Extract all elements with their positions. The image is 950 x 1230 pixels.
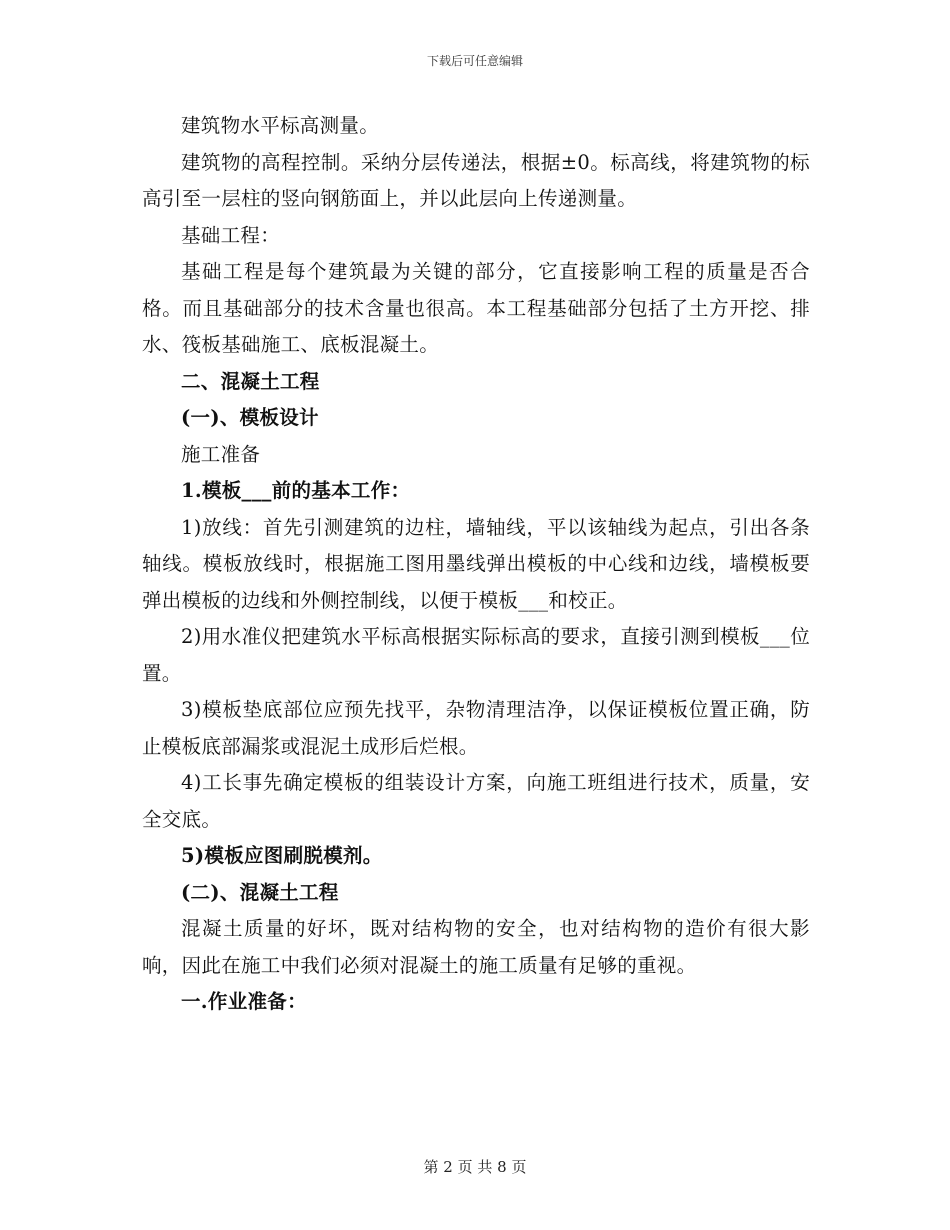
page-footer: 第 2 页 共 8 页 [423,1158,527,1176]
section-heading: 二、混凝土工程 [181,369,320,393]
paragraph: 基础工程： [181,223,281,247]
list-item: 2)用水准仪把建筑水平标高根据实际标高的要求，直接引测到模板___位置。 [142,625,810,685]
paragraph: 建筑物水平标高测量。 [181,114,380,137]
numbered-heading: 一.作业准备： [181,990,307,1013]
paragraph: 基础工程是每个建筑最为关键的部分，它直接影响工程的质量是否合格。而且基础部分的技术含量也很高。本工程基础部分包括了土方开挖、排水、筏板基础施工、底板混凝土。 [142,260,810,356]
list-item: 1)放线：首先引测建筑的边柱，墙轴线，平以该轴线为起点，引出各条轴线。模板放线时，根据施工图用墨线弹出模板的中心线和边线，墙模板要弹出模板的边线和外侧控制线，以便于模板___和校正。 [142,515,810,612]
paragraph: 混凝土质量的好坏，既对结构物的安全，也对结构物的造价有很大影响，因此在施工中我们必须对混凝土的施工质量有足够的重视。 [142,917,810,977]
list-item: 3)模板垫底部位应预先找平，杂物清理洁净，以保证模板位置正确，防止模板底部漏浆或混泥土成形后烂根。 [142,698,810,758]
list-item: 5)模板应图刷脱模剂。 [181,844,383,867]
numbered-heading: 1.模板___前的基本工作： [181,479,411,502]
paragraph: 施工准备 [181,442,261,466]
document-body [142,108,810,1021]
list-item: 4)工长事先确定模板的组装设计方案，向施工班组进行技术，质量，安全交底。 [142,771,810,831]
subsection-heading: (一)、模板设计 [181,406,319,429]
page-header: 下载后可任意编辑 [426,54,523,68]
paragraph: 建筑物的高程控制。采纳分层传递法，根据±0。标高线，将建筑物的标高引至一层柱的竖向钢筋面上，并以此层向上传递测量。 [142,150,810,210]
subsection-heading: (二)、混凝土工程 [181,880,339,904]
